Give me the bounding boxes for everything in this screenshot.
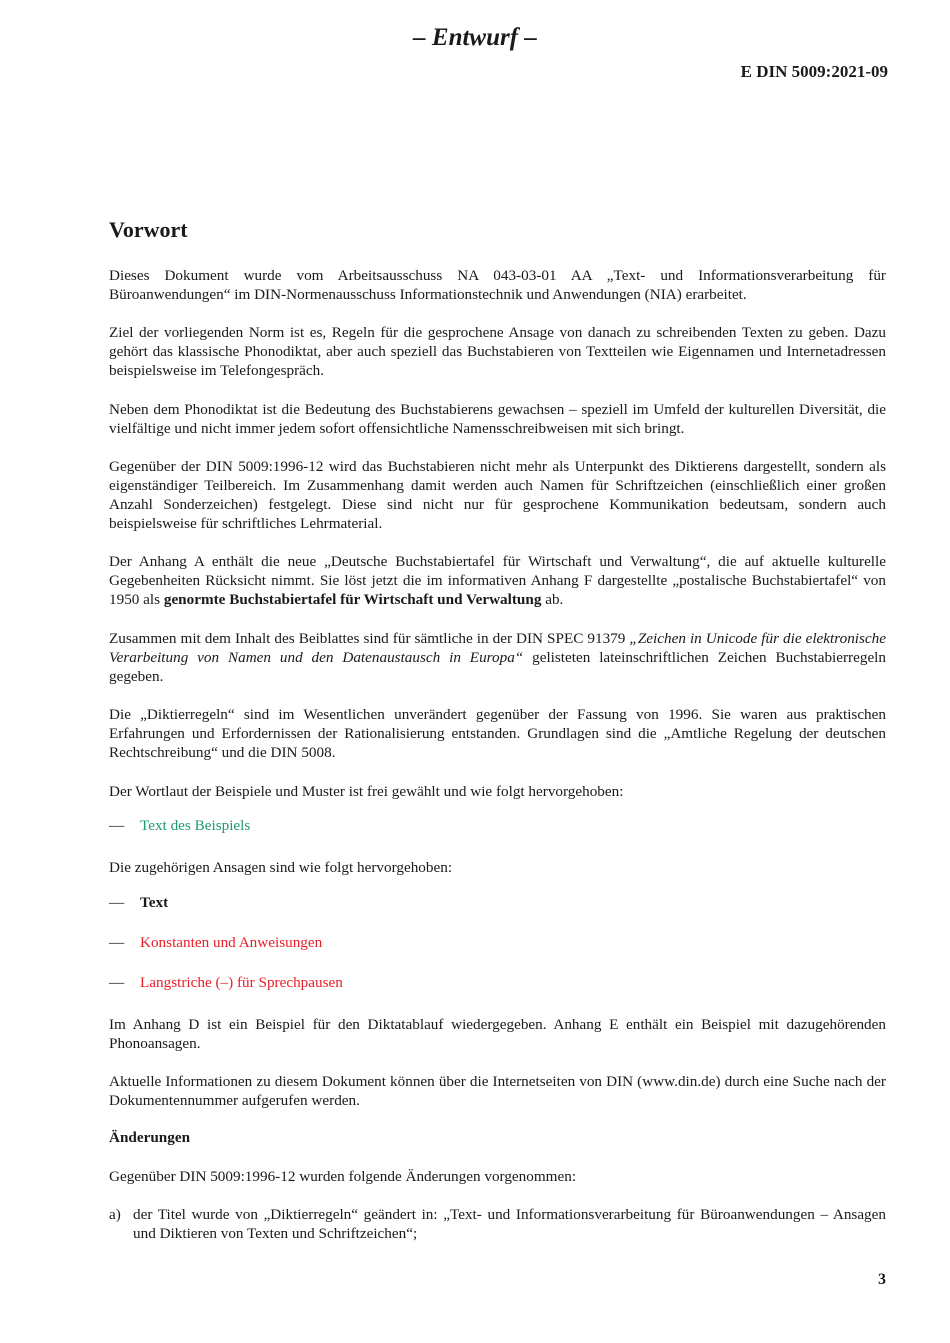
text: gelisteten lateinschriftlichen Zeichen Buchstabierregeln gegeben. <box>109 649 886 685</box>
paragraph: Die „Diktierregeln“ sind im Wesentlichen unverändert gegenüber der Fassung von 1996. Sie waren aus praktischen Erfahrungen und Erfordernissen der Rationalisierung entstanden. Grundlagen sind die „Amtliche Regelung der deutschen Rechtschreibung“ und die DIN 5008. <box>109 706 886 761</box>
change-item <box>109 1205 886 1243</box>
bold-text: genormte Buchstabiertafel für Wirtschaft und Verwaltung <box>163 591 542 608</box>
list-text: Text <box>140 894 169 911</box>
item-marker: a) <box>109 1206 121 1223</box>
paragraph: Die zugehörigen Ansagen sind wie folgt hervorgehoben: <box>109 859 453 876</box>
draft-label: – Entwurf – <box>413 24 537 51</box>
example-text: Text des Beispiels <box>140 817 251 834</box>
dash-bullet: — <box>109 974 125 991</box>
paragraph: Ziel der vorliegenden Norm ist es, Regeln für die gesprochene Ansage von danach zu schreibenden Texten zu geben. Dazu gehört das klassische Phonodiktat, aber auch speziell das Buchstabieren von Textteilen wie Eigennamen und Internetadressen beispielsweise im Telefongespräch. <box>109 324 886 379</box>
item-text: der Titel wurde von „Diktierregeln“ geändert in: „Text- und Informationsverarbeitung für Büroanwendungen – Ansagen und Diktieren von Texten und Schriftzeichen“; <box>133 1206 886 1242</box>
list-item <box>109 893 168 912</box>
list-item <box>109 973 343 992</box>
paragraph: Der Wortlaut der Beispiele und Muster ist frei gewählt und wie folgt hervorgehoben: <box>109 783 624 800</box>
dash-bullet: — <box>109 894 125 911</box>
text: ab. <box>541 591 564 608</box>
list-text: Langstriche (–) für Sprechpausen <box>140 974 343 991</box>
paragraph <box>109 552 886 609</box>
text: Der Anhang A enthält die neue „Deutsche Buchstabiertafel für Wirtschaft und Verwaltung“, die auf aktuelle kulturelle Gegebenheiten Rücksicht nimmt. Sie löst jetzt die im informativen Anhang F dargestellte „postalische Buchstabiertafel“ von 1950 als <box>109 553 886 608</box>
paragraph: Neben dem Phonodiktat ist die Bedeutung des Buchstabierens gewachsen – speziell im Umfeld der kulturellen Diversität, die vielfältige und nicht immer jedem sofort offensichtliche Namensschreibweisen mit sich bringt. <box>109 401 886 437</box>
dash-bullet: — <box>109 817 125 834</box>
italic-text: „Zeichen in Unicode für die elektronische Verarbeitung von Namen und den Datenaustausch in Europa“ <box>109 630 887 666</box>
list-item <box>109 816 250 835</box>
dash-bullet: — <box>109 934 125 951</box>
page-title: Vorwort <box>109 217 188 242</box>
list-text: Konstanten und Anweisungen <box>140 934 323 951</box>
paragraph <box>109 629 886 686</box>
page-number: 3 <box>878 1271 886 1288</box>
paragraph: Im Anhang D ist ein Beispiel für den Diktatablauf wiedergegeben. Anhang E enthält ein Beispiel mit dazugehörenden Phonoansagen. <box>109 1016 886 1052</box>
paragraph: Gegenüber der DIN 5009:1996-12 wird das Buchstabieren nicht mehr als Unterpunkt des Diktierens dargestellt, sondern als eigenständiger Teilbereich. Im Zusammenhang damit werden auch Namen für Schriftzeichen (einschließlich einer großen Anzahl Sonderzeichen) festgelegt. Diese sind nicht nur für gesprochene Kommunikation bedeutsam, sondern auch beispielsweise für schriftliches Lehrmaterial. <box>109 458 886 532</box>
paragraph: Aktuelle Informationen zu diesem Dokument können über die Internetseiten von DIN (www.din.de) durch eine Suche nach der Dokumentennummer aufgerufen werden. <box>109 1073 886 1109</box>
text: Zusammen mit dem Inhalt des Beiblattes sind für sämtliche in der DIN SPEC 91379 <box>109 630 630 647</box>
document-id: E DIN 5009:2021-09 <box>740 62 888 81</box>
paragraph: Dieses Dokument wurde vom Arbeitsausschuss NA 043-03-01 AA „Text- und Informationsverarbeitung für Büroanwendungen“ im DIN-Normenausschuss Informationstechnik und Anwendungen (NIA) erarbeitet. <box>109 267 886 303</box>
list-item <box>109 933 322 952</box>
paragraph: Gegenüber DIN 5009:1996-12 wurden folgende Änderungen vorgenommen: <box>109 1168 577 1185</box>
section-heading: Änderungen <box>109 1129 191 1146</box>
